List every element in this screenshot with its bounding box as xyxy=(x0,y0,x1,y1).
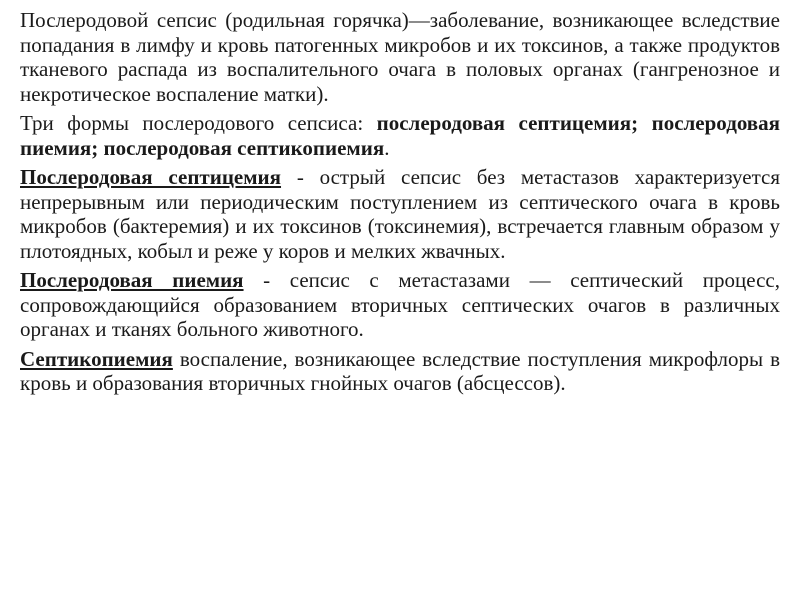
intro-paragraph xyxy=(20,8,780,106)
intro-text: Послеродовой сепсис (родильная горячка)—заболевание, возникающее вследствие попадания в лимфу и кровь патогенных микробов и их токсинов, а также продуктов тканевого распада из воспалительного очага в половых органах (гангренозное и некротическое воспаление матки). xyxy=(20,8,780,106)
forms-prefix: Три формы послеродового сепсиса: xyxy=(20,111,377,135)
septicemia-term: Послеродовая септицемия xyxy=(20,165,282,189)
slide-body xyxy=(20,8,780,401)
septicemia-text: - острый сепсис без метастазов характеризуется непрерывным или периодическим поступлением из септического очага в кровь микробов (бактеремия) и их токсинов (токсинемия), встречается главным образом у плотоядных, кобыл и реже у коров и мелких жвачных. xyxy=(20,165,781,263)
pyemia-paragraph xyxy=(20,268,780,342)
pyemia-term: Послеродовая пиемия xyxy=(20,268,244,292)
forms-paragraph xyxy=(20,111,780,160)
septicemia-paragraph xyxy=(20,165,780,263)
forms-suffix: . xyxy=(384,135,390,160)
pyemia-text: - сепсис с метастазами — септический процесс, сопровождающийся образованием вторичных септических очагов в различных органах и тканях больного животного. xyxy=(20,268,780,341)
forms-list: послеродовая септицемия; послеродовая пиемия; послеродовая септикопиемия xyxy=(20,111,780,160)
septicopyemia-paragraph xyxy=(20,347,780,396)
septicopyemia-term: Септикопиемия xyxy=(20,346,173,371)
septicopyemia-text: воспаление, возникающее вследствие поступления микрофлоры в кровь и образования вторичных гнойных очагов (абсцессов). xyxy=(20,346,780,395)
